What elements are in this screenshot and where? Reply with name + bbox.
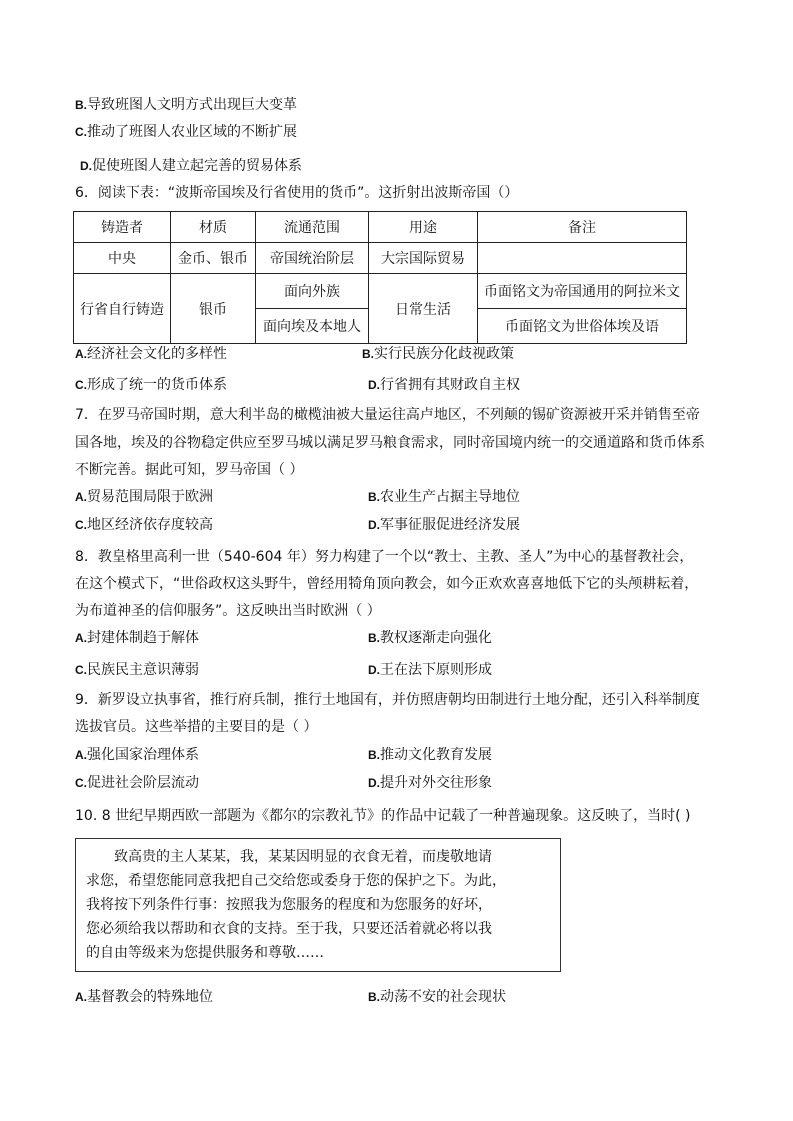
q8-option-c: C.民族民主意识薄弱 <box>75 662 199 678</box>
q9-option-d: D.提升对外交往形象 <box>368 775 492 791</box>
table-cell: 面向埃及本地人 <box>256 309 369 344</box>
quote-line: 致高贵的主人某某，我，某某因明显的衣食无着，而虔敬地请 <box>114 849 492 865</box>
table-header: 用途 <box>369 212 478 243</box>
q7-stem-line: 7．在罗马帝国时期，意大利半岛的橄榄油被大量运往高卢地区，不列颠的锡矿资源被开采并销售至帝 <box>75 407 700 423</box>
q7-option-d: D.军事征服促进经济发展 <box>368 517 520 533</box>
table-cell: 金币、银币 <box>171 243 256 274</box>
quote-line: 的自由等级来为您提供服务和尊敬…… <box>86 945 324 961</box>
quote-line: 我将按下列条件行事：按照我为您服务的程度和为您服务的好坏， <box>86 897 492 913</box>
table-cell: 币面铭文为帝国通用的阿拉米文 <box>478 274 687 309</box>
table-cell: 币面铭文为世俗体埃及语 <box>478 309 687 344</box>
q9-option-a: A.强化国家治理体系 <box>75 747 199 763</box>
q8-option-a: A.封建体制趋于解体 <box>75 630 199 646</box>
q5-option-b: B.导致班图人文明方式出现巨大变革 <box>75 97 297 113</box>
table-header: 流通范围 <box>256 212 369 243</box>
q7-option-c: C.地区经济依存度较高 <box>75 517 213 533</box>
q6-option-d: D.行省拥有其财政自主权 <box>368 377 520 393</box>
table-cell: 行省自行铸造 <box>74 274 171 344</box>
q7-stem-line: 不断完善。据此可知，罗马帝国（ ） <box>75 462 304 478</box>
q6-option-c: C.形成了统一的货币体系 <box>75 377 227 393</box>
q7-option-a: A.贸易范围局限于欧洲 <box>75 489 213 505</box>
q9-stem-line: 选拔官员。这些举措的主要目的是（ ） <box>75 719 318 735</box>
q10-source-quote <box>75 838 561 972</box>
q8-stem-line: 8．教皇格里高利一世（540-604 年）努力构建了一个以“教士、主教、圣人”为中心的基督教社会， <box>75 549 694 565</box>
q5-option-c: C.推动了班图人农业区域的不断扩展 <box>75 124 297 140</box>
q6-option-b: B.实行民族分化歧视政策 <box>362 346 514 362</box>
table-cell <box>478 243 687 274</box>
q8-option-d: D.王在法下原则形成 <box>368 662 492 678</box>
q6-stem: 6．阅读下表：“波斯帝国埃及行省使用的货币”。这折射出波斯帝国（） <box>75 185 519 201</box>
q8-stem-line: 为布道神圣的信仰服务”。这反映出当时欧洲（ ） <box>75 603 381 619</box>
table-cell: 银币 <box>171 274 256 344</box>
q6-currency-table <box>73 211 687 344</box>
quote-line: 求您，希望您能同意我把自己交给您或委身于您的保护之下。为此， <box>86 873 506 889</box>
q7-option-b: B.农业生产占据主导地位 <box>368 489 520 505</box>
table-cell: 面向外族 <box>256 274 369 309</box>
table-cell: 大宗国际贸易 <box>369 243 478 274</box>
table-cell: 帝国统治阶层 <box>256 243 369 274</box>
table-header: 材质 <box>171 212 256 243</box>
q7-stem-line: 国各地，埃及的谷物稳定供应至罗马城以满足罗马粮食需求，同时帝国境内统一的交通道路和货币体系 <box>75 435 705 451</box>
table-cell: 中央 <box>74 243 171 274</box>
q9-option-c: C.促进社会阶层流动 <box>75 775 199 791</box>
q9-option-b: B.推动文化教育发展 <box>368 747 492 763</box>
table-header: 备注 <box>478 212 687 243</box>
q5-option-d: D.促使班图人建立起完善的贸易体系 <box>80 158 302 174</box>
quote-line: 您必须给我以帮助和衣食的支持。至于我，只要还活着就必将以我 <box>86 921 492 937</box>
q6-option-a: A.经济社会文化的多样性 <box>75 346 227 362</box>
q8-stem-line: 在这个模式下，“世俗政权这头野牛，曾经用犄角顶向教会，如今正欢欢喜喜地低下它的头颅耕耘着， <box>75 576 699 592</box>
q9-stem-line: 9．新罗设立执事省，推行府兵制，推行土地国有，并仿照唐朝均田制进行土地分配，还引入科举制度 <box>75 692 700 708</box>
table-header: 铸造者 <box>74 212 171 243</box>
q8-option-b: B.教权逐渐走向强化 <box>368 630 492 646</box>
table-cell: 日常生活 <box>369 274 478 344</box>
q10-option-b: B.动荡不安的社会现状 <box>368 989 506 1005</box>
q10-stem: 10. 8 世纪早期西欧一部题为《都尔的宗教礼节》的作品中记载了一种普遍现象。这反映了，当时( ) <box>75 808 691 824</box>
q10-option-a: A.基督教会的特殊地位 <box>75 989 213 1005</box>
